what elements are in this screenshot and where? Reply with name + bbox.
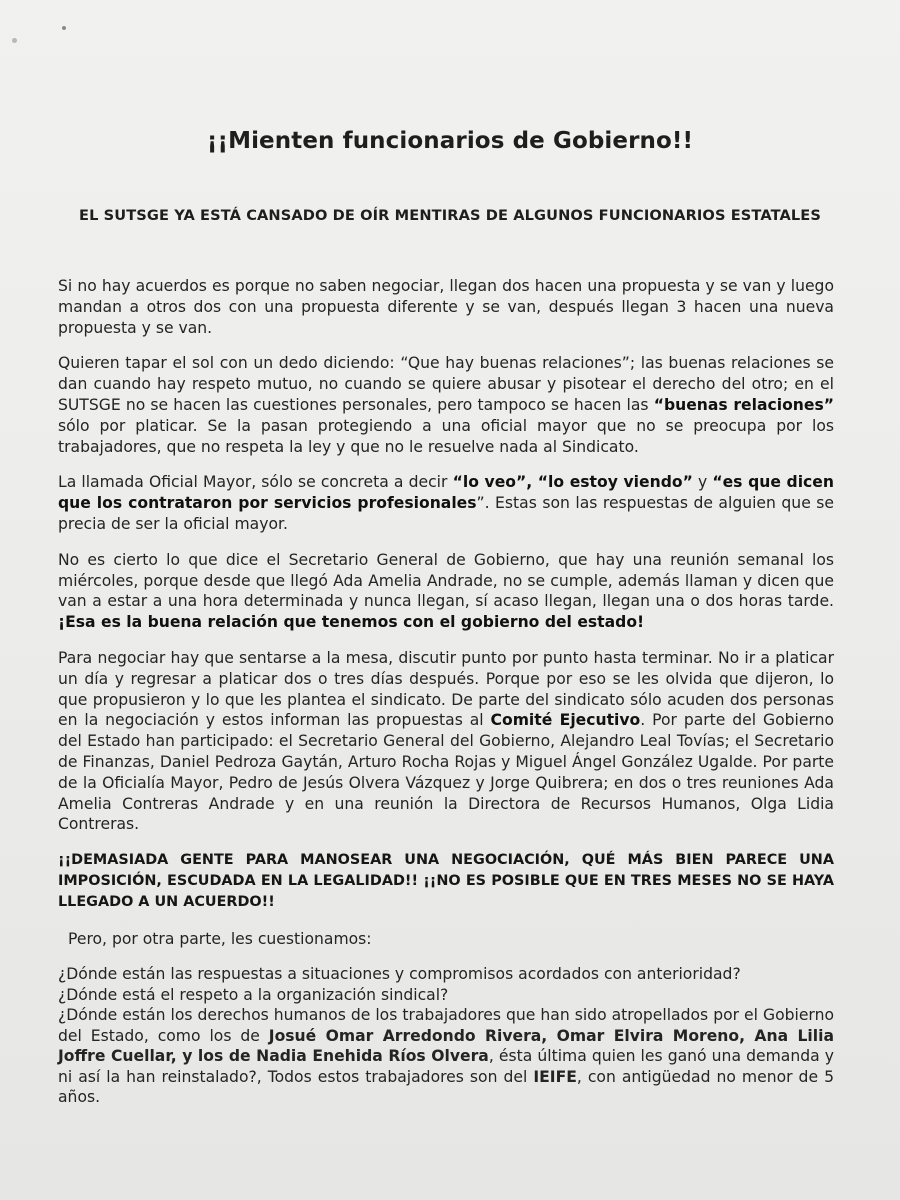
bold-run: Comité Ejecutivo [490,711,641,730]
bold-run: Josué Omar Arredondo Rivera, Omar Elvira Moreno, Ana Lilia Joffre Cuellar, y los de Nadia Enehida Ríos Olvera [58,1026,834,1066]
paragraph-3 [58,472,834,534]
document-title: ¡¡Mienten funcionarios de Gobierno!! [206,128,694,154]
paragraph-5 [58,648,834,835]
text-run: , ésta última quien les ganó una demanda y ni así la han reinstalado?, Todos estos trabajadores son del [58,1047,834,1086]
text-run: , con antigüedad no menor de 5 años. [58,1067,834,1107]
text-run: sólo por platicar. Se la pasan protegiendo a una oficial mayor que no se preocupa por los trabajadores, que no respeta la ley y que no le resuelve nada al Sindicato. [58,416,834,456]
paragraph-1: Si no hay acuerdos es porque no saben negociar, llegan dos hacen una propuesta y se van y luego mandan a otros dos con una propuesta diferente y se van, después llegan 3 hacen una nueva propuesta y se van. [58,277,834,337]
document-body [58,276,834,1108]
paper-speck [62,26,66,30]
paragraph-2 [58,353,834,457]
text-run: Quieren tapar el sol con un dedo diciendo: “Que hay buenas relaciones”; las buenas relaciones se dan cuando hay respeto mutuo, no cuando se quiere abusar y pisotear el derecho del otro; en el SUTSGE no se hacen las cuestiones personales, pero tampoco se hacen las [58,354,834,414]
bold-run: “buenas relaciones” [653,395,834,414]
question-3 [58,1005,834,1108]
text-run: La llamada Oficial Mayor, sólo se concreta a decir [58,473,453,492]
bold-run: “lo veo”, “lo estoy viendo” [452,473,693,492]
question-2: ¿Dónde está el respeto a la organización sindical? [58,985,449,1004]
text-run: No es cierto lo que dice el Secretario General de Gobierno, que hay una reunión semanal los miércoles, porque desde que llegó Ada Amelia Andrade, no se cumple, además llaman y dicen que van a estar a una hora determinada y nunca llegan, sí acaso llegan, llegan una o dos horas tarde. [58,550,834,611]
bold-run: ¡Esa es la buena relación que tenemos con el gobierno del estado! [58,613,645,632]
text-run: ”. Estas son las respuestas de alguien que se precia de ser la oficial mayor. [58,494,834,533]
paragraph-4 [58,550,834,633]
text-run: ¿Dónde están los derechos humanos de los trabajadores que han sido atropellados por el Gobierno del Estado, como los de [58,1006,834,1045]
text-run: . Por parte del Gobierno del Estado han participado: el Secretario General del Gobierno, Alejandro Leal Tovías; el Secretario de Finanzas, Daniel Pedroza Gaytán, Arturo Rocha Rojas y Miguel Ángel González Ugalde. Por parte de la Oficialía Mayor, Pedro de Jesús Olvera Vázquez y Jorge Quibrera; en dos o tres reuniones Ada Amelia Contreras Andrade y en una reunión la Directora de Recursos Humanos, Olga Lidia Contreras. [58,711,835,834]
text-run: y [692,473,713,492]
paper-speck [12,38,17,43]
emphasis-paragraph: ¡¡DEMASIADA GENTE PARA MANOSEAR UNA NEGOCIACIÓN, QUÉ MÁS BIEN PARECE UNA IMPOSICIÓN, ESCUDADA EN LA LEGALIDAD!! ¡¡NO ES POSIBLE QUE EN TRES MESES NO SE HAYA LLEGADO A UN ACUERDO!! [58,852,834,911]
document-subtitle: EL SUTSGE YA ESTÁ CANSADO DE OÍR MENTIRAS DE ALGUNOS FUNCIONARIOS ESTATALES [79,207,821,224]
bold-run: IEIFE [533,1067,577,1086]
questions-list [58,964,834,1108]
text-run: Para negociar hay que sentarse a la mesa, discutir punto por punto hasta terminar. No ir a platicar un día y regresar a platicar dos o tres días después. Porque por eso se les olvida que dijeron, lo que propusieron y lo que les plantea el sindicato. De parte del sindicato sólo acuden dos personas en la negociación y estos informan las propuestas al [58,648,834,730]
question-1: ¿Dónde están las respuestas a situaciones y compromisos acordados con anterioridad? [58,964,741,983]
bold-run: “es que dicen que los contrataron por servicios profesionales [58,473,834,513]
questions-intro: Pero, por otra parte, les cuestionamos: [68,930,372,949]
